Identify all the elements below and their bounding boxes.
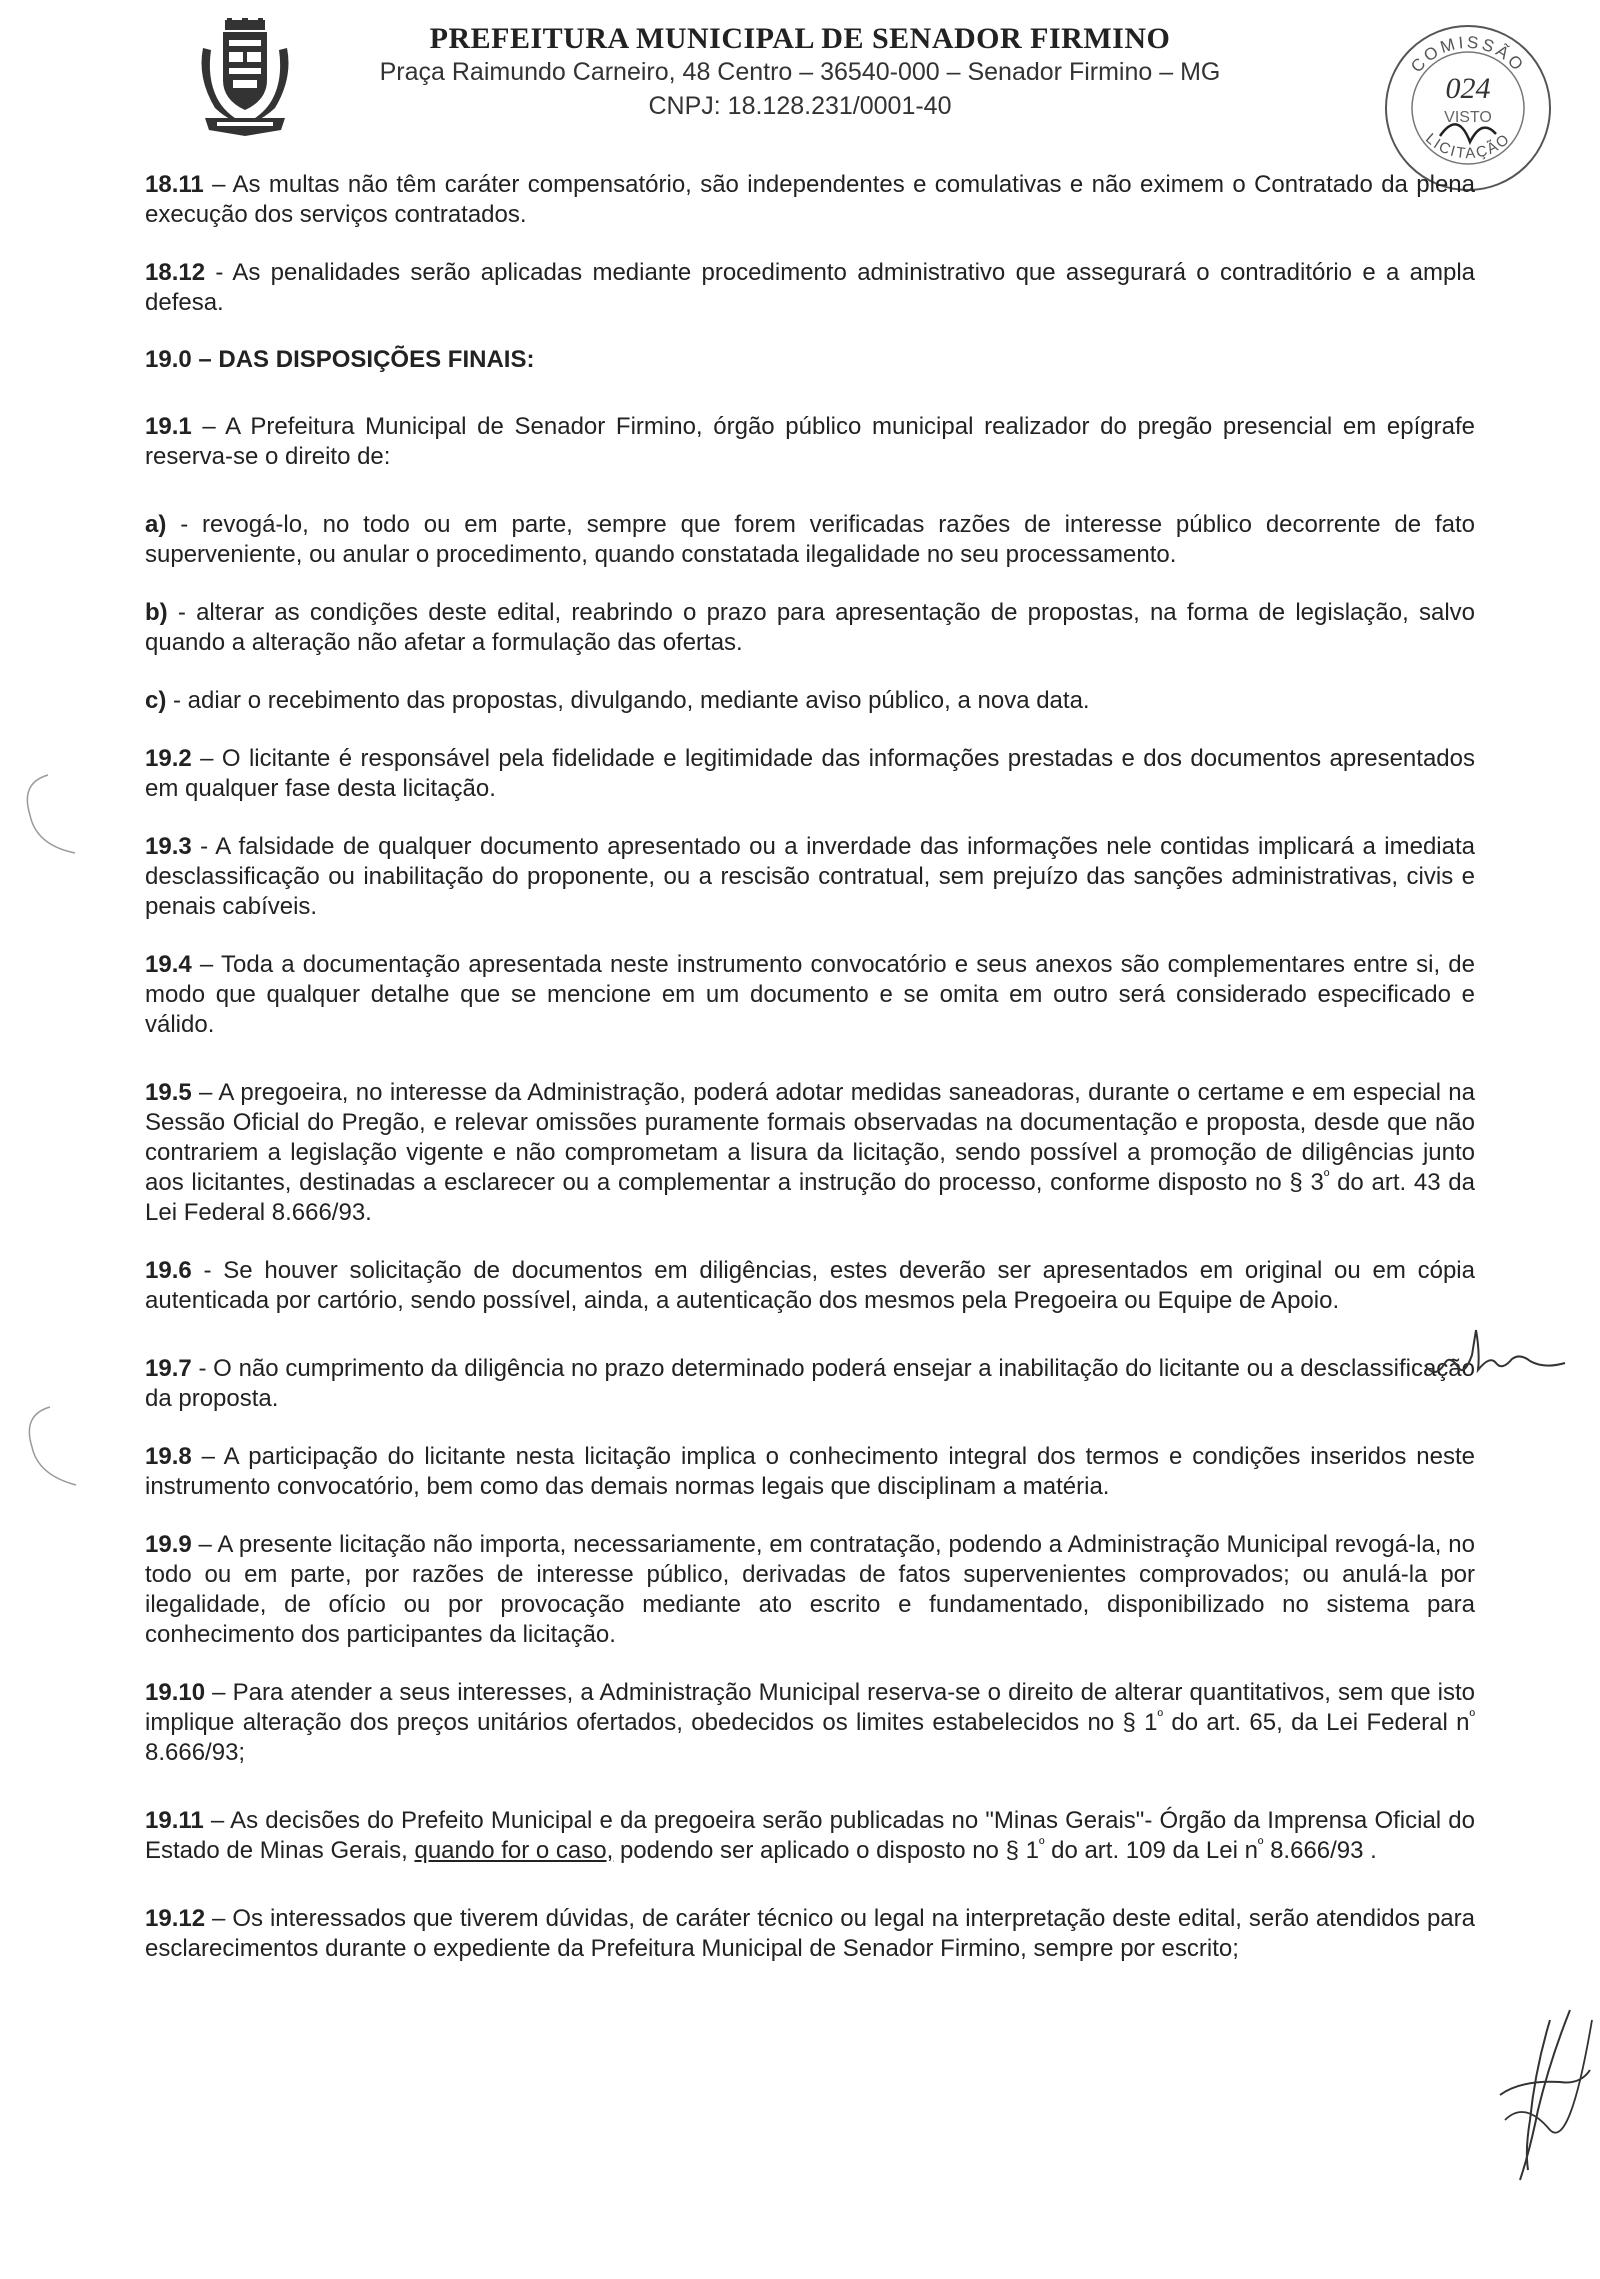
- paragraph-18-12: [145, 258, 1475, 318]
- paragraph-19-12: [145, 1904, 1475, 1964]
- punch-hole-icon: [0, 765, 95, 865]
- handwritten-signature-icon: [1480, 2000, 1600, 2190]
- clause-text: – A pregoeira, no interesse da Administração, poderá adotar medidas saneadoras, durante o certame e em especial na Sessão Oficial do Pregão, e relevar omissões puramente formais observadas na documentação e proposta, desde que não contrariem a legislação vigente e não comprometam a lisura da licitação, sendo possível a promoção de diligências junto aos licitantes, destinadas a esclarecer ou a complementar a instrução do processo, conforme disposto no § 3: [145, 1079, 1475, 1196]
- clause-text: - O não cumprimento da diligência no prazo determinado poderá ensejar a inabilitação do licitante ou a desclassificação da proposta.: [145, 1355, 1475, 1412]
- clause-text: – A Prefeitura Municipal de Senador Firmino, órgão público municipal realizador do pregão presencial em epígrafe reserva-se o direito de:: [145, 413, 1475, 470]
- clause-text-end: 8.666/93;: [145, 1739, 246, 1766]
- paragraph-18-11: [145, 170, 1475, 230]
- stamp-bottom-text: LICITAÇÃO: [1422, 130, 1514, 163]
- clause-number: 19.10: [145, 1679, 206, 1706]
- clause-number: 18.12: [145, 259, 206, 286]
- paragraph-19-7: [145, 1354, 1475, 1414]
- clause-text: – Os interessados que tiverem dúvidas, de caráter técnico ou legal na interpretação deste edital, serão atendidos para esclarecimentos durante o expediente da Prefeitura Municipal de Senador Firmino, sempre por escrito;: [145, 1905, 1475, 1962]
- paragraph-19-9: [145, 1530, 1475, 1650]
- clause-number: 19.5: [145, 1079, 192, 1106]
- item-b: [145, 598, 1475, 658]
- clause-text-cont: podendo ser aplicado o disposto no § 1: [613, 1837, 1039, 1864]
- header-title: PREFEITURA MUNICIPAL DE SENADOR FIRMINO: [429, 22, 1171, 55]
- clause-number: 19.6: [145, 1257, 192, 1284]
- clause-text: – Toda a documentação apresentada neste instrumento convocatório e seus anexos são complementares entre si, de modo que qualquer detalhe que se mencione em um documento e se omita em outro será considerado especificado e válido.: [145, 951, 1475, 1038]
- document-body: [145, 170, 1475, 1992]
- clause-number: 19.4: [145, 951, 192, 978]
- clause-number: 19.3: [145, 833, 192, 860]
- clause-text-cont: do art. 43 da Lei Federal 8.666/93.: [145, 1169, 1475, 1226]
- item-c: [145, 686, 1475, 716]
- item-letter: b): [145, 599, 168, 626]
- svg-text:COMISSÃO: [1407, 33, 1529, 77]
- underlined-text: quando for o caso,: [414, 1837, 614, 1864]
- clause-number: 19.2: [145, 745, 192, 772]
- punch-hole-icon: [0, 1395, 95, 1495]
- stamp-top-text: COMISSÃO: [1407, 32, 1529, 77]
- paragraph-19-4: [145, 950, 1475, 1040]
- clause-number: 19.7: [145, 1355, 192, 1382]
- initials-signature-icon: [1420, 1325, 1570, 1385]
- paragraph-19-2: [145, 744, 1475, 804]
- item-text: - adiar o recebimento das propostas, divulgando, mediante aviso público, a nova data.: [166, 687, 1090, 714]
- clause-number: 19.1: [145, 413, 192, 440]
- clause-number: 18.11: [145, 171, 204, 198]
- ordinal-mark: º: [1038, 1836, 1045, 1853]
- item-a: [145, 510, 1475, 570]
- clause-text-cont2: do art. 109 da Lei n: [1044, 1837, 1258, 1864]
- clause-text: – O licitante é responsável pela fidelidade e legitimidade das informações prestadas e dos documentos apresentados em qualquer fase desta licitação.: [145, 745, 1475, 802]
- clause-text: – Para atender a seus interesses, a Administração Municipal reserva-se o direito de alterar quantitativos, sem que isto implique alteração dos preços unitários ofertados, obedecidos os limites estabelecidos no § 1: [145, 1679, 1475, 1736]
- clause-number: 19.9: [145, 1531, 192, 1558]
- clause-number: 19.11: [145, 1807, 204, 1834]
- clause-text: - A falsidade de qualquer documento apresentado ou a inverdade das informações nele contidas implicará a imediata desclassificação ou inabilitação do proponente, ou a rescisão contratual, sem prejuízo das sanções administrativas, civis e penais cabíveis.: [145, 833, 1475, 920]
- clause-text: - As penalidades serão aplicadas mediante procedimento administrativo que assegurará o contraditório e a ampla defesa.: [145, 259, 1475, 316]
- ordinal-mark: º: [1469, 1708, 1476, 1725]
- clause-text: – As decisões do Prefeito Municipal e da pregoeira serão publicadas no "Minas Gerais"- Órgão da Imprensa Oficial do Estado de Minas Gerais,: [145, 1807, 1475, 1864]
- clause-text: – A participação do licitante nesta licitação implica o conhecimento integral dos termos e condições inseridos neste instrumento convocatório, bem como das demais normas legais que disciplinam a matéria.: [145, 1443, 1475, 1500]
- letterhead: [0, 0, 1600, 163]
- clause-text: – As multas não têm caráter compensatório, são independentes e comulativas e não eximem o Contratado da plena execução dos serviços contratados.: [145, 171, 1475, 228]
- stamp-mid-text: VISTO: [1444, 109, 1492, 126]
- header-address: Praça Raimundo Carneiro, 48 Centro – 36540-000 – Senador Firmino – MG: [379, 58, 1221, 86]
- paragraph-19-1: [145, 412, 1475, 472]
- paragraph-19-11: [145, 1806, 1475, 1866]
- clause-text: – A presente licitação não importa, necessariamente, em contratação, podendo a Administração Municipal revogá-la, no todo ou em parte, por razões de interesse público, derivadas de fatos supervenientes comprovados; ou anulá-la por ilegalidade, de ofício ou por provocação mediante ato escrito e fundamentado, disponibilizado no sistema para conhecimento dos participantes da licitação.: [145, 1531, 1475, 1648]
- item-letter: c): [145, 687, 167, 714]
- header-cnpj: CNPJ: 18.128.231/0001-40: [648, 92, 952, 120]
- paragraph-19-3: [145, 832, 1475, 922]
- clause-number: 19.8: [145, 1443, 192, 1470]
- stamp-page-number: 024: [1445, 72, 1491, 105]
- clause-text-cont: do art. 65, da Lei Federal n: [1163, 1709, 1470, 1736]
- clause-text: - Se houver solicitação de documentos em diligências, estes deverão ser apresentados em original ou em cópia autenticada por cartório, sendo possível, ainda, a autenticação dos mesmos pela Pregoeira ou Equipe de Apoio.: [145, 1257, 1475, 1314]
- paragraph-19-5: [145, 1078, 1475, 1228]
- paragraph-19-6: [145, 1256, 1475, 1316]
- paragraph-19-8: [145, 1442, 1475, 1502]
- item-letter: a): [145, 511, 167, 538]
- ordinal-mark: º: [1157, 1708, 1164, 1725]
- clause-number: 19.12: [145, 1905, 206, 1932]
- section-heading-19: 19.0 – DAS DISPOSIÇÕES FINAIS:: [145, 346, 535, 373]
- ordinal-mark: º: [1257, 1836, 1264, 1853]
- paragraph-19-10: [145, 1678, 1475, 1768]
- item-text: - revogá-lo, no todo ou em parte, sempre que forem verificadas razões de interesse público decorrente de fato superveniente, ou anular o procedimento, quando constatada ilegalidade no seu processamento.: [145, 511, 1475, 568]
- clause-text-end: 8.666/93 .: [1263, 1837, 1377, 1864]
- ordinal-mark: º: [1323, 1168, 1330, 1185]
- item-text: - alterar as condições deste edital, reabrindo o prazo para apresentação de propostas, na forma de legislação, salvo quando a alteração não afetar a formulação das ofertas.: [145, 599, 1475, 656]
